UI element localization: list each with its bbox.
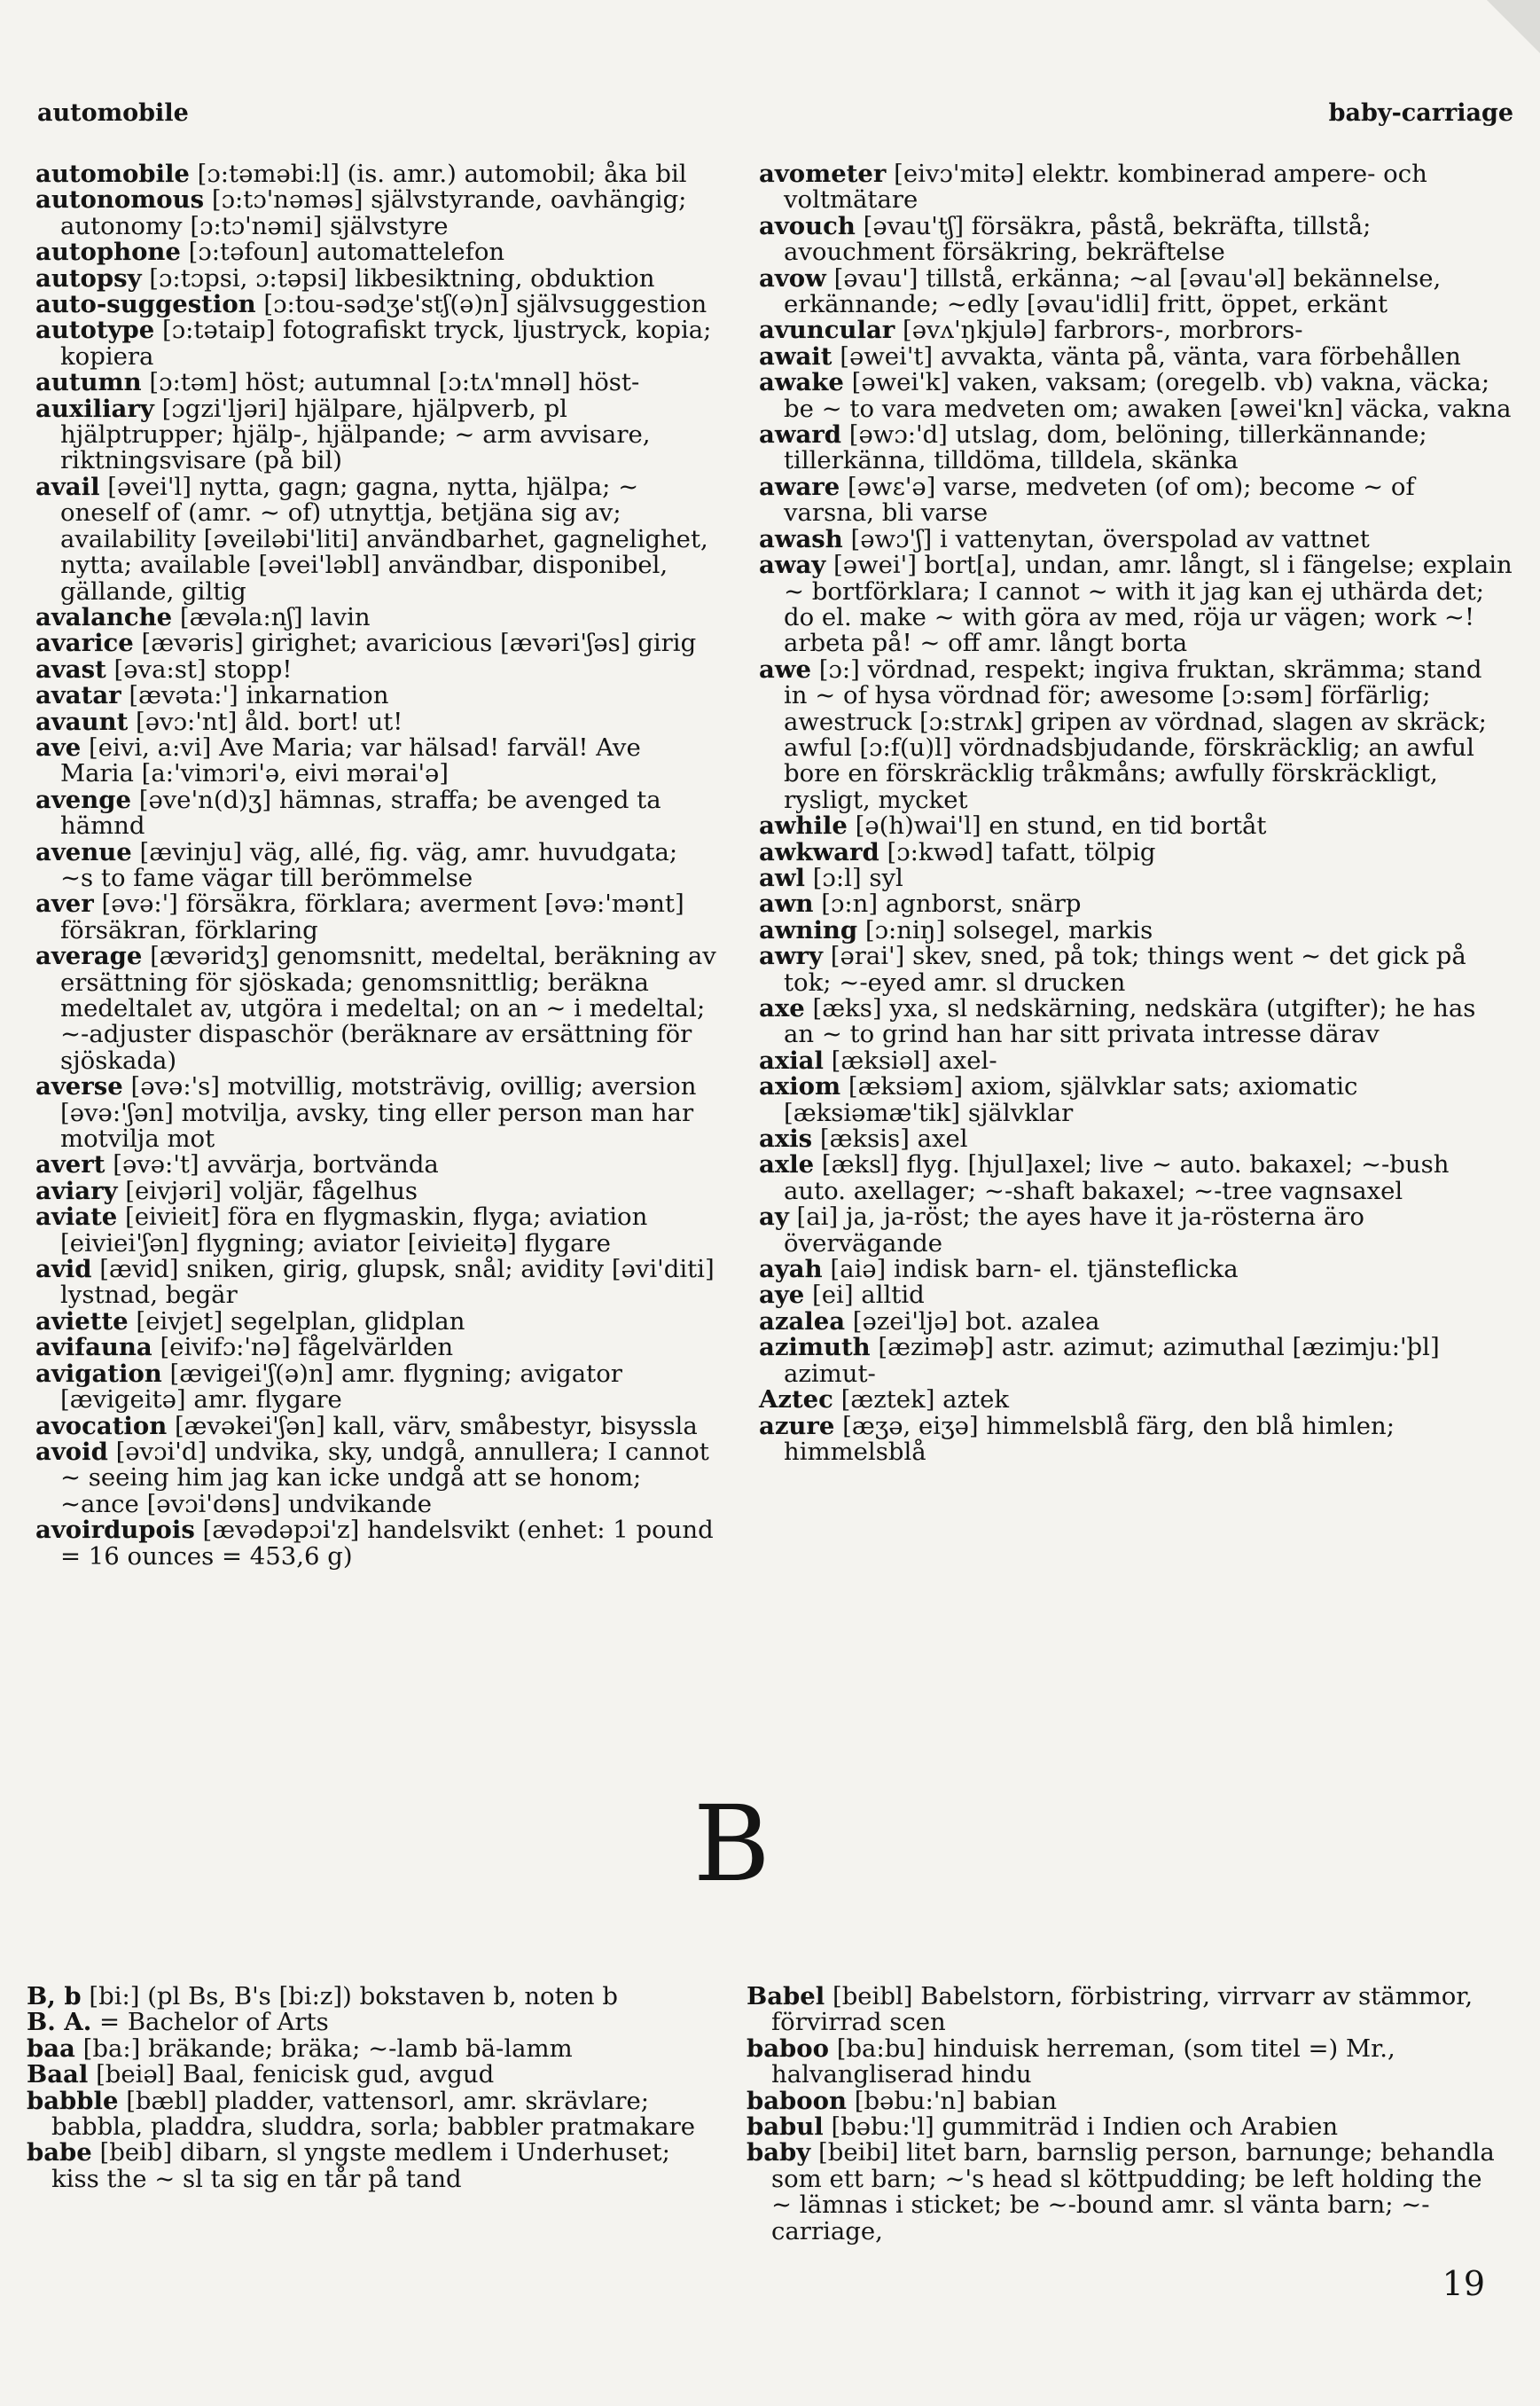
entry-headword: avail [35, 472, 100, 501]
entry-definition: [əve'n(d)ʒ] hämnas, straffa; be avenged ta hämnd [60, 785, 661, 841]
entry-definition: [ɔ:n] agnborst, snärp [813, 890, 1082, 919]
dictionary-entry [35, 683, 718, 709]
entry-definition: [ei] alltid [804, 1281, 925, 1310]
entry-definition: [ævəris] girighet; avaricious [ævəri'ʃəs] girig [133, 629, 697, 658]
dictionary-entry [35, 1411, 718, 1440]
entry-headword: axiom [759, 1072, 841, 1101]
dictionary-entry [35, 944, 718, 1074]
dictionary-entry [35, 1361, 718, 1414]
entry-headword: ayah [759, 1255, 823, 1284]
entry-definition: [ævəla:nʃ] lavin [172, 602, 371, 631]
page-corner-fold [1487, 0, 1540, 53]
dictionary-entry [27, 1984, 709, 2010]
entry-definition: [ɔ:l] syl [804, 863, 903, 892]
entry-definition: [eivjəri] voljär, fågelhus [117, 1176, 418, 1205]
entry-headword: autophone [35, 238, 181, 267]
entry-headword: baboon [747, 2086, 847, 2115]
entry-headword: B. A. [27, 2008, 92, 2037]
dictionary-entry [759, 317, 1513, 343]
entry-definition: = Bachelor of Arts [91, 2008, 329, 2037]
entry-definition: [beiəl] Baal, fenicisk gud, avgud [88, 2060, 495, 2089]
dictionary-entry [35, 602, 718, 631]
entry-headword: awl [759, 863, 805, 892]
dictionary-entry [35, 317, 718, 370]
dictionary-entry [759, 211, 1513, 267]
entry-headword: baboo [747, 2034, 829, 2063]
entry-definition: [beibi] litet barn, barnslig person, barnunge; behandla som ett barn; ~'s head sl köttpudding; be left holding the ~ lämnas i sticket; be ~-bound amr. sl vänta barn; ~-carriage, [771, 2138, 1495, 2245]
entry-headword: aware [759, 472, 840, 501]
entry-definition: [əwei'k] vaken, vaksam; (oregelb. vb) vakna, väcka; be ~ to vara medveten om; awaken [əwei'kn] väcka, vakna [784, 368, 1512, 423]
dictionary-entry [759, 1411, 1513, 1466]
dictionary-entry [35, 1257, 718, 1309]
entry-headword: avouch [759, 211, 856, 240]
entry-headword: baby [747, 2138, 811, 2167]
dictionary-entry [35, 1335, 718, 1360]
entry-headword: aviary [35, 1176, 118, 1205]
entry-headword: avoid [35, 1437, 108, 1466]
entry-headword: baa [27, 2034, 75, 2063]
entry-definition: [ərai'] skev, sned, på tok; things went ~ det gick på tok; ~-eyed amr. sl drucken [784, 942, 1466, 997]
dictionary-entry [35, 474, 718, 605]
column-left-top [35, 161, 718, 1570]
entry-definition: [əvʌ'ŋkjulə] farbrors-, morbrors- [895, 316, 1303, 345]
entry-definition: [aiə] indisk barn- el. tjänsteflicka [822, 1255, 1239, 1284]
dictionary-entry [35, 1152, 718, 1178]
dictionary-entry [759, 524, 1513, 553]
entry-headword: automobile [35, 160, 190, 188]
dictionary-entry [759, 1048, 1513, 1074]
entry-definition: [ɔ:tɔpsi, ɔ:təpsi] likbesiktning, obduktion [141, 263, 655, 293]
entry-definition: [ɔ:] vördnad, respekt; ingiva fruktan, skrämma; stand in ~ of hysa vördnad för; awesome [ɔ:səm] förfärlig; awestruck [ɔ:strʌk] gripen av vördnad, slagen av skräck; awful [ɔ:f(u)l] vördnadsbjudande, förskräcklig; an awful bore en förskräcklig tråkmåns; awfully förskräckligt, rysligt, mycket [784, 654, 1487, 814]
entry-headword: Aztec [759, 1385, 833, 1415]
dictionary-entry [35, 709, 718, 735]
entry-definition: [əwei't] avvakta, vänta på, vänta, vara förbehållen [832, 341, 1461, 371]
dictionary-entry [759, 1126, 1513, 1152]
entry-headword: awash [759, 524, 843, 553]
entry-headword: awning [759, 915, 858, 944]
entry-headword: avow [759, 263, 826, 293]
entry-definition: [æziməþ] astr. azimut; azimuthal [æzimju:'þl] azimut- [784, 1333, 1440, 1388]
dictionary-entry [747, 2140, 1509, 2245]
entry-headword: aviate [35, 1203, 118, 1232]
entry-headword: avarice [35, 629, 134, 658]
entry-definition: [æʒə, eiʒə] himmelsblå färg, den blå himlen; himmelsblå [784, 1411, 1395, 1466]
entry-definition: [eivjet] segelplan, glidplan [128, 1306, 465, 1336]
dictionary-entry [759, 1335, 1513, 1387]
entry-definition: [eivɔ'mitə] elektr. kombinerad ampere- och voltmätare [784, 160, 1427, 215]
entry-headword: aver [35, 890, 94, 919]
entry-definition: [əwɛ'ə] varse, medveten (of om); become ~ of varsna, bli varse [784, 472, 1415, 528]
entry-definition: [əwei'] bort[a], undan, amr. långt, sl i fängelse; explain ~ bortförklara; I cannot ~ with it jag kan ej uthärda det; do el. make ~ with göra av med, röja ur vägen; work ~! arbeta på! ~ off amr. långt borta [784, 551, 1513, 658]
entry-headword: ay [759, 1203, 789, 1232]
entry-headword: awn [759, 890, 814, 919]
dictionary-entry [759, 1306, 1513, 1336]
dictionary-entry [35, 1176, 718, 1205]
entry-definition: [eivi, a:vi] Ave Maria; var hälsad! farväl! Ave Maria [a:'vimɔri'ə, eivi mərai'ə] [60, 733, 641, 788]
entry-headword: avoirdupois [35, 1516, 195, 1545]
entry-headword: avuncular [759, 316, 895, 345]
entry-definition: [ə(h)wai'l] en stund, en tid bortåt [847, 811, 1267, 841]
entry-definition: [əvɔi'd] undvika, sky, undgå, annullera; I cannot ~ seeing him jag kan icke undgå att se honom; ~ance [əvɔi'dəns] undvikande [60, 1437, 709, 1518]
entry-definition: [ævəkei'ʃən] kall, värv, småbestyr, bisyssla [167, 1411, 698, 1440]
entry-definition: [əvə:'t] avvärja, bortvända [105, 1150, 439, 1179]
entry-headword: away [759, 551, 826, 580]
dictionary-entry [35, 631, 718, 656]
dictionary-entry [27, 2086, 709, 2142]
entry-headword: babe [27, 2138, 92, 2167]
entry-headword: autopsy [35, 263, 142, 293]
dictionary-entry [759, 915, 1513, 944]
entry-headword: avenue [35, 837, 132, 866]
entry-headword: avocation [35, 1411, 168, 1440]
dictionary-entry [35, 654, 718, 684]
entry-definition: [æks] yxa, sl nedskärning, nedskära (utgifter); he has an ~ to grind han har sitt privata intresse därav [784, 994, 1476, 1049]
dictionary-entry [759, 370, 1513, 422]
entry-headword: autonomous [35, 185, 205, 215]
entry-definition: [əwɔ'ʃ] i vattenytan, överspolad av vattnet [842, 524, 1370, 553]
entry-definition: [ævədəpɔi'z] handelsvikt (enhet: 1 pound = 16 ounces = 453,6 g) [60, 1516, 714, 1571]
entry-headword: average [35, 942, 143, 971]
dictionary-entry [759, 263, 1513, 319]
column-right-bottom [747, 1984, 1509, 2245]
entry-headword: awkward [759, 837, 879, 866]
entry-headword: awry [759, 942, 823, 971]
dictionary-entry [759, 422, 1513, 474]
entry-definition: [ai] ja, ja-röst; the ayes have it ja-rösterna äro övervägande [784, 1203, 1364, 1258]
entry-definition: [əvau'tʃ] försäkra, påstå, bekräfta, tillstå; avouchment försäkring, bekräftelse [784, 211, 1372, 267]
entry-definition: [əvɔ:'nt] åld. bort! ut! [128, 707, 403, 736]
entry-headword: axial [759, 1046, 824, 1075]
entry-headword: axe [759, 994, 805, 1023]
dictionary-entry [759, 161, 1513, 214]
entry-definition: [ɔ:tɔ'nəməs] självstyrande, oavhängig; autonomy [ɔ:tɔ'nəmi] självstyre [60, 185, 687, 240]
entry-headword: awhile [759, 811, 848, 841]
dictionary-entry [35, 239, 718, 265]
entry-definition: [bəbu:'l] gummiträd i Indien och Arabien [823, 2112, 1339, 2142]
entry-headword: auto-suggestion [35, 290, 256, 319]
entry-definition: [ba:] bräkande; bräka; ~-lamb bä-lamm [74, 2034, 573, 2063]
dictionary-entry [35, 263, 718, 293]
entry-definition: [æztek] aztek [833, 1385, 1010, 1415]
dictionary-entry [759, 1204, 1513, 1257]
entry-headword: axle [759, 1150, 815, 1179]
entry-definition: [ɔgzi'ljəri] hjälpare, hjälpverb, pl hjälptrupper; hjälp-, hjälpande; ~ arm avvisare, riktningsvisare (på bil) [60, 394, 651, 475]
entry-definition: [ɔ:tətaip] fotografiskt tryck, ljustryck, kopia; kopiera [60, 316, 712, 371]
entry-headword: babul [747, 2112, 824, 2142]
entry-headword: averse [35, 1072, 123, 1101]
dictionary-entry [759, 1257, 1513, 1282]
entry-definition: [ævid] sniken, girig, glupsk, snål; avidity [əvi'diti] lystnad, begär [60, 1255, 715, 1310]
entry-headword: B, b [27, 1982, 82, 2010]
dictionary-entry [27, 2036, 709, 2062]
entry-headword: aye [759, 1281, 805, 1310]
entry-definition: [ɔ:kwəd] tafatt, tölpig [879, 837, 1156, 866]
entry-definition: [æksl] flyg. [hjul]axel; live ~ auto. bakaxel; ~-bush auto. axellager; ~-shaft bakaxel; ~-tree vagnsaxel [784, 1150, 1450, 1205]
dictionary-entry [759, 891, 1513, 917]
dictionary-entry [747, 2036, 1509, 2089]
entry-headword: avaunt [35, 707, 129, 736]
entry-definition: [əwɔ:'d] utslag, dom, belöning, tillerkännande; tillerkänna, tilldöma, tilldela, skänka [784, 420, 1427, 475]
dictionary-entry [35, 785, 718, 841]
entry-headword: avast [35, 654, 106, 684]
entry-headword: ave [35, 733, 82, 762]
dictionary-entry [747, 2086, 1509, 2115]
dictionary-entry [27, 2140, 709, 2192]
entry-definition: [bəbu:'n] babian [846, 2086, 1058, 2115]
entry-definition: [əzei'ljə] bot. azalea [845, 1306, 1100, 1336]
entry-definition: [ɔ:tou-sədʒe'stʃ(ə)n] självsuggestion [255, 290, 707, 319]
entry-headword: awake [759, 368, 844, 397]
entry-definition: [əvə:'s] motvillig, motsträvig, ovillig; aversion [əvə:'ʃən] motvilja, avsky, ting eller person man har motvilja mot [60, 1072, 697, 1154]
entry-definition: [eivieit] föra en flygmaskin, flyga; aviation [eiviei'ʃən] flygning; aviator [eivieitə] flygare [60, 1203, 648, 1258]
entry-definition: [æksiəl] axel- [823, 1046, 997, 1075]
entry-headword: avid [35, 1255, 92, 1284]
dictionary-entry [27, 2010, 709, 2035]
page-number: 19 [1442, 2264, 1485, 2303]
dictionary-entry [35, 161, 718, 187]
entry-headword: azalea [759, 1306, 846, 1336]
entry-definition: [əva:st] stopp! [106, 654, 293, 684]
entry-headword: axis [759, 1125, 813, 1154]
section-letter: B [693, 1783, 770, 1905]
entry-headword: avenge [35, 785, 132, 814]
entry-definition: [bi:] (pl Bs, B's [bi:z]) bokstaven b, noten b [81, 1982, 618, 2010]
entry-headword: avifauna [35, 1333, 152, 1362]
entry-definition: [eivifɔ:'nə] fågelvärlden [152, 1333, 454, 1362]
dictionary-entry [759, 863, 1513, 892]
dictionary-entry [759, 341, 1513, 371]
dictionary-entry [35, 1517, 718, 1570]
dictionary-entry [35, 396, 718, 474]
dictionary-entry [759, 654, 1513, 814]
entry-headword: avatar [35, 681, 121, 710]
dictionary-entry [759, 1074, 1513, 1126]
dictionary-entry [759, 837, 1513, 866]
entry-headword: avometer [759, 160, 887, 188]
entry-definition: [beibl] Babelstorn, förbistring, virrvarr av stämmor, förvirrad scen [771, 1982, 1474, 2037]
dictionary-entry [35, 837, 718, 892]
entry-definition: [ævigei'ʃ(ə)n] amr. flygning; avigator [ævigeitə] amr. flygare [60, 1359, 622, 1415]
column-left-bottom [27, 1984, 709, 2192]
entry-headword: aviette [35, 1306, 129, 1336]
dictionary-entry [759, 1282, 1513, 1308]
entry-headword: auxiliary [35, 394, 154, 423]
entry-definition: [ɔ:niŋ] solsegel, markis [857, 915, 1153, 944]
dictionary-entry [759, 996, 1513, 1048]
dictionary-entry [35, 187, 718, 239]
dictionary-entry [759, 474, 1513, 527]
dictionary-entry [35, 1204, 718, 1257]
entry-headword: Babel [747, 1982, 825, 2010]
entry-headword: avigation [35, 1359, 162, 1388]
entry-definition: [bæbl] pladder, vattensorl, amr. skrävlare; babbla, pladdra, sluddra, sorla; babbler pratmakare [51, 2086, 696, 2142]
entry-definition: [əvei'l] nytta, gagn; gagna, nytta, hjälpa; ~ oneself of (amr. ~ of) utnyttja, betjäna sig av; availability [əveiləbi'liti] användbarhet, gagnelighet, nytta; available [əvei'ləbl] användbar, disponibel, gällande, giltig [60, 472, 708, 606]
dictionary-entry [35, 735, 718, 788]
dictionary-entry [35, 1306, 718, 1336]
dictionary-entry [35, 1074, 718, 1152]
entry-headword: azimuth [759, 1333, 871, 1362]
dictionary-entry [759, 1152, 1513, 1204]
dictionary-entry [747, 1984, 1509, 2036]
dictionary-entry [759, 553, 1513, 657]
dictionary-entry [35, 292, 718, 317]
entry-headword: autotype [35, 316, 155, 345]
dictionary-entry [747, 2114, 1509, 2140]
entry-headword: award [759, 420, 842, 450]
entry-headword: autumn [35, 368, 142, 397]
entry-definition: [æksiəm] axiom, självklar sats; axiomatic [æksiəmæ'tik] självklar [784, 1072, 1358, 1127]
entry-definition: [ɔ:təfoun] automattelefon [180, 238, 505, 267]
dictionary-entry [759, 1387, 1513, 1413]
entry-headword: Baal [27, 2060, 89, 2089]
dictionary-entry [35, 1439, 718, 1517]
entry-headword: await [759, 341, 833, 371]
dictionary-entry [27, 2062, 709, 2088]
entry-definition: [ævəta:'] inkarnation [121, 681, 389, 710]
entry-headword: azure [759, 1411, 835, 1440]
entry-definition: [æksis] axel [812, 1125, 968, 1154]
entry-headword: babble [27, 2086, 119, 2115]
entry-definition: [əvə:'] försäkra, förklara; averment [əvə:'mənt] försäkran, förklaring [60, 890, 684, 944]
entry-definition: [ɔ:təməbi:l] (is. amr.) automobil; åka bil [189, 160, 687, 188]
entry-definition: [ævinju] väg, allé, fig. väg, amr. huvudgata; ~s to fame vägar till berömmelse [60, 837, 678, 892]
dictionary-entry [759, 813, 1513, 839]
dictionary-entry [35, 370, 718, 396]
entry-headword: avert [35, 1150, 106, 1179]
column-right-top [759, 161, 1513, 1465]
dictionary-entry [35, 891, 718, 944]
dictionary-entry [759, 944, 1513, 996]
guide-word-right: baby-carriage [1328, 99, 1513, 127]
entry-headword: awe [759, 654, 811, 684]
entry-definition: [ba:bu] hinduisk herreman, (som titel =) Mr., halvangliserad hindu [771, 2034, 1395, 2089]
entry-headword: avalanche [35, 602, 173, 631]
entry-definition: [ɔ:təm] höst; autumnal [ɔ:tʌ'mnəl] höst- [141, 368, 640, 397]
entry-definition: [beib] dibarn, sl yngste medlem i Underhuset; kiss the ~ sl ta sig en tår på tand [51, 2138, 670, 2193]
entry-definition: [əvau'] tillstå, erkänna; ~al [əvau'əl] bekännelse, erkännande; ~edly [əvau'idli] fritt, öppet, erkänt [784, 263, 1442, 319]
entry-definition: [ævəridʒ] genomsnitt, medeltal, beräkning av ersättning för sjöskada; genomsnittlig; beräkna medeltalet av, utgöra i medeltal; on an ~ i medeltal; ~-adjuster dispaschör (beräknare av ersättning för sjöskada) [60, 942, 716, 1075]
guide-word-left: automobile [37, 99, 189, 127]
